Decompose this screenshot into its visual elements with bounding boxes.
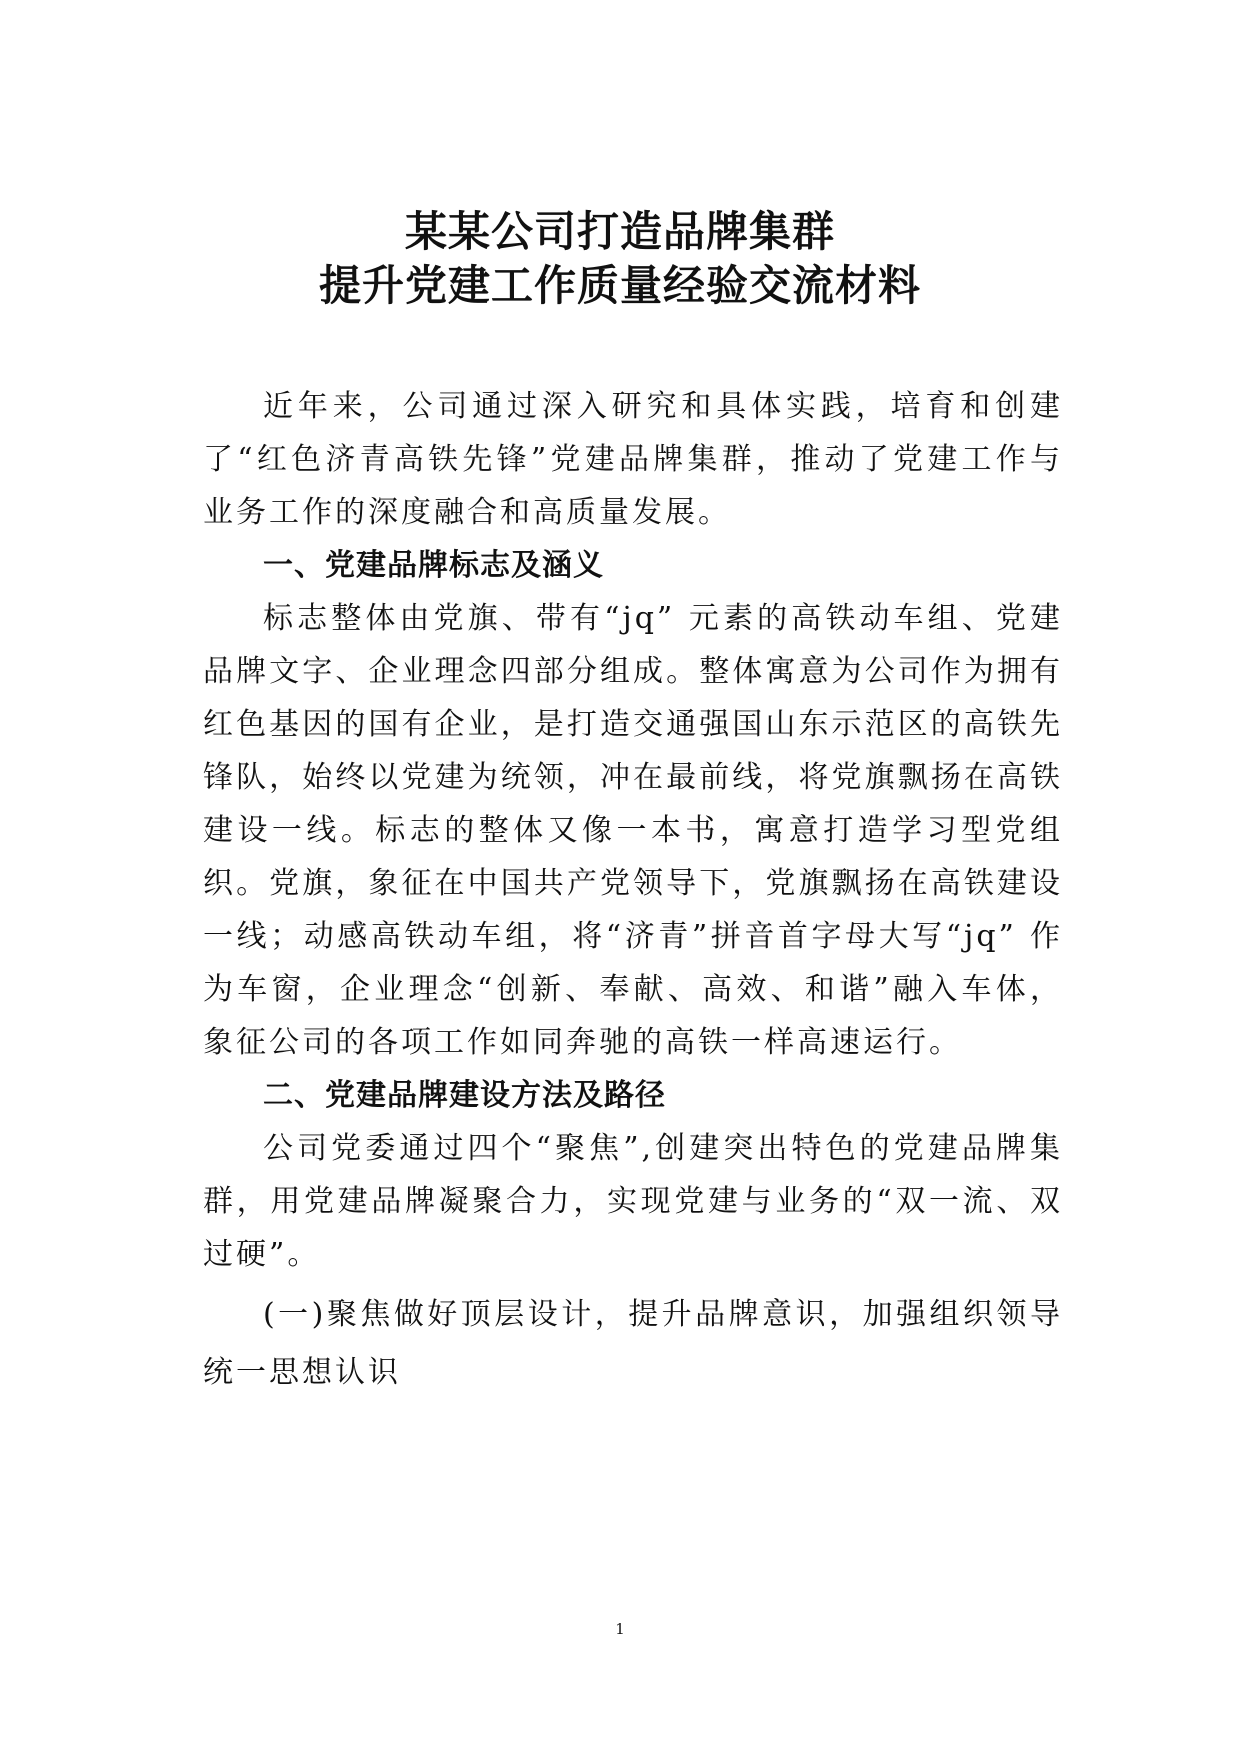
section-1-heading: 一、党建品牌标志及涵义 <box>263 548 604 583</box>
title-line-1: 某某公司打造品牌集群 <box>404 207 835 256</box>
document-title <box>0 205 1240 313</box>
section-2-heading: 二、党建品牌建设方法及路径 <box>263 1078 666 1113</box>
intro-paragraph: 近年来，公司通过深入研究和具体实践，培育和创建了“红色济青高铁先锋”党建品牌集群，推动了党建工作与业务工作的深度融合和高质量发展。 <box>203 389 1063 530</box>
page-number: 1 <box>615 1620 625 1638</box>
subsection-1-heading: (一)聚焦做好顶层设计，提升品牌意识，加强组织领导统一思想认识 <box>203 1297 1063 1390</box>
title-line-2: 提升党建工作质量经验交流材料 <box>318 261 921 310</box>
section-1-paragraph: 标志整体由党旗、带有“jq” 元素的高铁动车组、党建品牌文字、企业理念四部分组成。整体寓意为公司作为拥有红色基因的国有企业，是打造交通强国山东示范区的高铁先锋队，始终以党建为统领，冲在最前线，将党旗飘扬在高铁建设一线。标志的整体又像一本书，寓意打造学习型党组织。党旗，象征在中国共产党领导下，党旗飘扬在高铁建设一线；动感高铁动车组，将“济青”拼音首字母大写“jq” 作为车窗，企业理念“创新、奉献、高效、和谐”融入车体，象征公司的各项工作如同奔驰的高铁一样高速运行。 <box>203 601 1063 1060</box>
document-body <box>203 380 1063 1402</box>
section-2-paragraph: 公司党委通过四个“聚焦”,创建突出特色的党建品牌集群，用党建品牌凝聚合力，实现党建与业务的“双一流、双过硬”。 <box>203 1131 1063 1272</box>
